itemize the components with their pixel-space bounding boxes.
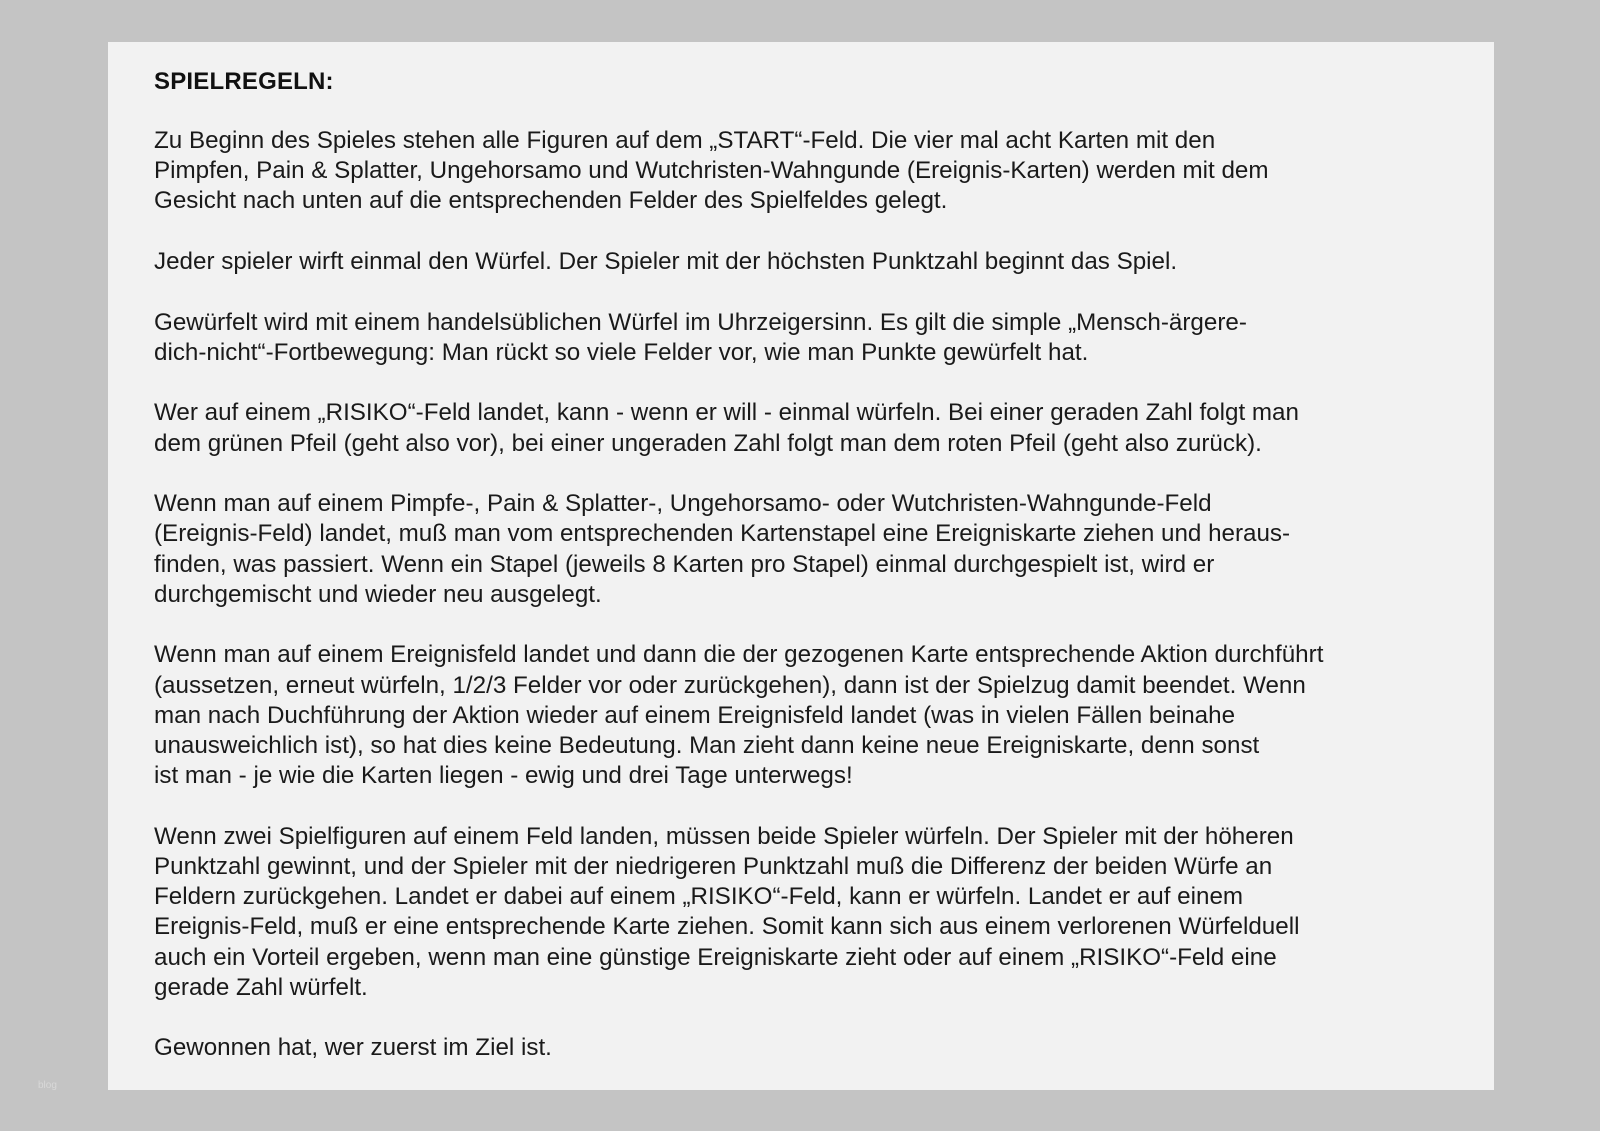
text-line: auch ein Vorteil ergeben, wenn man eine günstige Ereigniskarte zieht oder auf einem „RISIKO“-Feld eine (154, 943, 1277, 971)
text-line: dich-nicht“-Fortbewegung: Man rückt so viele Felder vor, wie man Punkte gewürfelt hat. (154, 338, 1089, 366)
text-line: (Ereignis-Feld) landet, muß man vom entsprechenden Kartenstapel eine Ereigniskarte ziehen und heraus- (154, 520, 1291, 548)
text-line: Pimpfen, Pain & Splatter, Ungehorsamo und Wutchristen-Wahngunde (Ereignis-Karten) werden mit dem (154, 157, 1269, 185)
paragraph-event-field (154, 489, 1454, 610)
text-line: (aussetzen, erneut würfeln, 1/2/3 Felder vor oder zurückgehen), dann ist der Spielzug damit beendet. Wenn (154, 671, 1306, 699)
text-line: Gewonnen hat, wer zuerst im Ziel ist. (154, 1034, 552, 1062)
text-line: dem grünen Pfeil (geht also vor), bei einer ungeraden Zahl folgt man dem roten Pfeil (geht also zurück). (154, 429, 1262, 457)
text-line: Wenn man auf einem Ereignisfeld landet und dann die der gezogenen Karte entsprechende Aktion durchführt (154, 641, 1324, 669)
text-line: finden, was passiert. Wenn ein Stapel (jeweils 8 Karten pro Stapel) einmal durchgespielt ist, wird er (154, 550, 1215, 578)
paragraph-start (154, 126, 1454, 217)
text-line: unausweichlich ist), so hat dies keine Bedeutung. Man zieht dann keine neue Ereigniskarte, denn sonst (154, 732, 1260, 759)
document-page (108, 42, 1494, 1090)
paragraph-movement (154, 308, 1454, 368)
text-line: Zu Beginn des Spieles stehen alle Figuren auf dem „START“-Feld. Die vier mal acht Karten mit den (154, 127, 1216, 154)
text-line: Gesicht nach unten auf die entsprechenden Felder des Spielfeldes gelegt. (154, 187, 948, 215)
watermark: blog (38, 1080, 57, 1091)
document-title: SPIELREGELN: (154, 68, 334, 95)
text-line: Gewürfelt wird mit einem handelsüblichen Würfel im Uhrzeigersinn. Es gilt die simple „Mensch-ärgere- (154, 308, 1247, 336)
paragraph-winner (154, 1033, 1454, 1063)
text-line: gerade Zahl würfelt. (154, 973, 368, 1001)
text-line: Wenn zwei Spielfiguren auf einem Feld landen, müssen beide Spieler würfeln. Der Spieler mit der höheren (154, 822, 1294, 850)
paragraph-first-roll (154, 247, 1454, 277)
text-line: man nach Duchführung der Aktion wieder auf einem Ereignisfeld landet (was in vielen Fällen beinahe (154, 701, 1236, 729)
text-line: Jeder spieler wirft einmal den Würfel. Der Spieler mit der höchsten Punktzahl beginnt das Spiel. (154, 248, 1178, 275)
paragraph-event-action (154, 640, 1454, 791)
text-line: durchgemischt und wieder neu ausgelegt. (154, 580, 602, 608)
text-line: Wenn man auf einem Pimpfe-, Pain & Splatter-, Ungehorsamo- oder Wutchristen-Wahngunde-Feld (154, 490, 1212, 518)
text-line: Wer auf einem „RISIKO“-Feld landet, kann - wenn er will - einmal würfeln. Bei einer geraden Zahl folgt man (154, 399, 1299, 427)
text-line: Punktzahl gewinnt, und der Spieler mit der niedrigeren Punktzahl muß die Differenz der beiden Würfe an (154, 853, 1273, 880)
paragraph-risiko (154, 398, 1454, 458)
text-line: Ereignis-Feld, muß er eine entsprechende Karte ziehen. Somit kann sich aus einem verlorenen Würfelduell (154, 913, 1300, 941)
text-line: Feldern zurückgehen. Landet er dabei auf einem „RISIKO“-Feld, kann er würfeln. Landet er auf einem (154, 883, 1244, 911)
text-line: ist man - je wie die Karten liegen - ewig und drei Tage unterwegs! (154, 762, 853, 790)
paragraph-duel (154, 822, 1454, 1003)
